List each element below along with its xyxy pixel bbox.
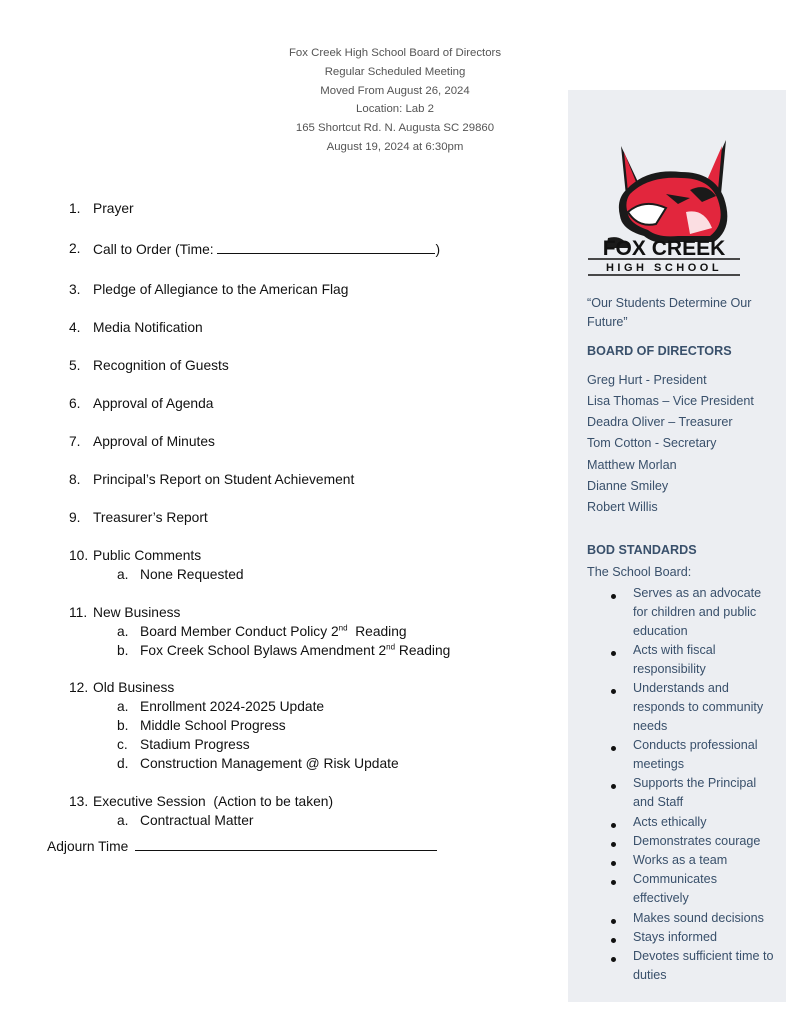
agenda-text: Principal’s Report on Student Achievement (93, 472, 355, 487)
agenda-number: 13. (69, 794, 89, 809)
board-of-directors-heading: BOARD OF DIRECTORS (587, 344, 732, 358)
subitem-text: Contractual Matter (140, 813, 254, 828)
agenda-text: Call to Order (Time: (93, 242, 218, 257)
subitem-letter: c. (117, 737, 128, 752)
agenda-number: 10. (69, 548, 89, 563)
standard-item: Works as a team (633, 853, 728, 867)
agenda-text: New Business (93, 605, 181, 620)
bullet-icon (611, 880, 616, 885)
board-member: Greg Hurt - President (587, 373, 707, 387)
board-member: Dianne Smiley (587, 479, 669, 493)
standard-item: Communicates effectively (633, 872, 717, 905)
bullet-icon (611, 784, 616, 789)
bullet-icon (611, 842, 616, 847)
subitem-text (140, 643, 450, 658)
subitem-text-main: Board Member Conduct Policy 2 (140, 624, 339, 639)
adjourn-time-blank[interactable] (135, 838, 437, 851)
agenda-number: 4. (69, 320, 81, 335)
agenda-text: Pledge of Allegiance to the American Flag (93, 282, 349, 297)
subitem-letter: a. (117, 699, 129, 714)
bullet-icon (611, 651, 616, 656)
ordinal-suffix: nd (338, 623, 348, 633)
agenda-text: Old Business (93, 680, 175, 695)
fox-creek-logo (586, 138, 742, 278)
fox-mascot-icon (606, 140, 727, 248)
standard-item: Demonstrates courage (633, 834, 761, 848)
agenda-text: Treasurer’s Report (93, 510, 208, 525)
ordinal-suffix: nd (386, 642, 396, 652)
subitem-letter: a. (117, 567, 129, 582)
agenda-number: 5. (69, 358, 81, 373)
subitem-letter: a. (117, 813, 129, 828)
standard-item: Understands and responds to community needs (633, 681, 764, 733)
bullet-icon (611, 594, 616, 599)
bod-standards-heading: BOD STANDARDS (587, 543, 697, 557)
agenda-text: Recognition of Guests (93, 358, 229, 373)
standards-intro: The School Board: (587, 565, 692, 579)
subitem-text-tail: Reading (347, 624, 407, 639)
board-member: Robert Willis (587, 500, 658, 514)
agenda-number: 11. (69, 605, 88, 620)
header-date-time: August 19, 2024 at 6:30pm (326, 140, 464, 153)
standard-item: Conducts professional meetings (633, 738, 758, 771)
bullet-icon (611, 919, 616, 924)
board-member: Deadra Oliver – Treasurer (587, 415, 733, 429)
subitem-text-tail: Reading (395, 643, 451, 658)
header-location: Location: Lab 2 (356, 103, 434, 116)
meeting-header (190, 44, 600, 157)
agenda-number: 2. (69, 241, 81, 256)
agenda-number: 7. (69, 434, 81, 449)
header-meeting-type: Regular Scheduled Meeting (324, 65, 466, 78)
agenda-number: 8. (69, 472, 81, 487)
subitem-letter: a. (117, 624, 129, 639)
logo-text-high-school: HIGH SCHOOL (605, 262, 723, 274)
bullet-icon (611, 823, 616, 828)
agenda-text: Approval of Minutes (93, 434, 215, 449)
bullet-icon (611, 861, 616, 866)
agenda-number: 3. (69, 282, 81, 297)
standard-item: Acts ethically (633, 815, 707, 829)
agenda-text: Executive Session (Action to be taken) (93, 794, 334, 809)
adjourn-time-label: Adjourn Time (47, 839, 129, 854)
board-member: Lisa Thomas – Vice President (587, 394, 754, 408)
adjourn-time-line (47, 838, 437, 854)
subitem-letter: b. (117, 643, 129, 658)
logo-text-fox-creek: FOX CREEK (602, 237, 726, 260)
agenda-text-suffix: ) (435, 242, 441, 257)
board-member: Tom Cotton - Secretary (587, 436, 717, 450)
subitem-letter: d. (117, 756, 129, 771)
board-member: Matthew Morlan (587, 458, 677, 472)
subitem-text: Stadium Progress (140, 737, 250, 752)
subitem-text (140, 624, 407, 639)
standard-item: Devotes sufficient time to duties (633, 949, 774, 982)
agenda-number: 6. (69, 396, 81, 411)
standard-item: Supports the Principal and Staff (633, 776, 757, 809)
agenda-text: Approval of Agenda (93, 396, 214, 411)
subitem-letter: b. (117, 718, 129, 733)
agenda-number: 9. (69, 510, 81, 525)
standard-item: Acts with fiscal responsibility (633, 643, 716, 676)
bullet-icon (611, 689, 616, 694)
subitem-text: Construction Management @ Risk Update (140, 756, 399, 771)
standard-item: Makes sound decisions (633, 911, 764, 925)
bullet-icon (611, 938, 616, 943)
standard-item: Stays informed (633, 930, 717, 944)
call-to-order-line (93, 241, 440, 257)
subitem-text: Enrollment 2024-2025 Update (140, 699, 325, 714)
header-address: 165 Shortcut Rd. N. Augusta SC 29860 (295, 122, 495, 135)
agenda-text: Prayer (93, 201, 134, 216)
subitem-text-main: Fox Creek School Bylaws Amendment 2 (140, 643, 387, 658)
agenda-number: 1. (69, 201, 81, 216)
subitem-text: None Requested (140, 567, 244, 582)
agenda-text: Public Comments (93, 548, 202, 563)
agenda-number: 12. (69, 680, 89, 695)
agenda-text: Media Notification (93, 320, 203, 335)
bullet-icon (611, 957, 616, 962)
header-moved-from: Moved From August 26, 2024 (320, 84, 470, 97)
sidebar-panel (568, 90, 786, 1002)
standard-item: Serves as an advocate for children and public education (633, 586, 762, 638)
subitem-text: Middle School Progress (140, 718, 286, 733)
bullet-icon (611, 746, 616, 751)
header-board-name: Fox Creek High School Board of Directors (288, 47, 502, 59)
call-to-order-time-blank[interactable] (217, 241, 435, 254)
school-tagline: “Our Students Determine Our Future” (587, 296, 752, 329)
